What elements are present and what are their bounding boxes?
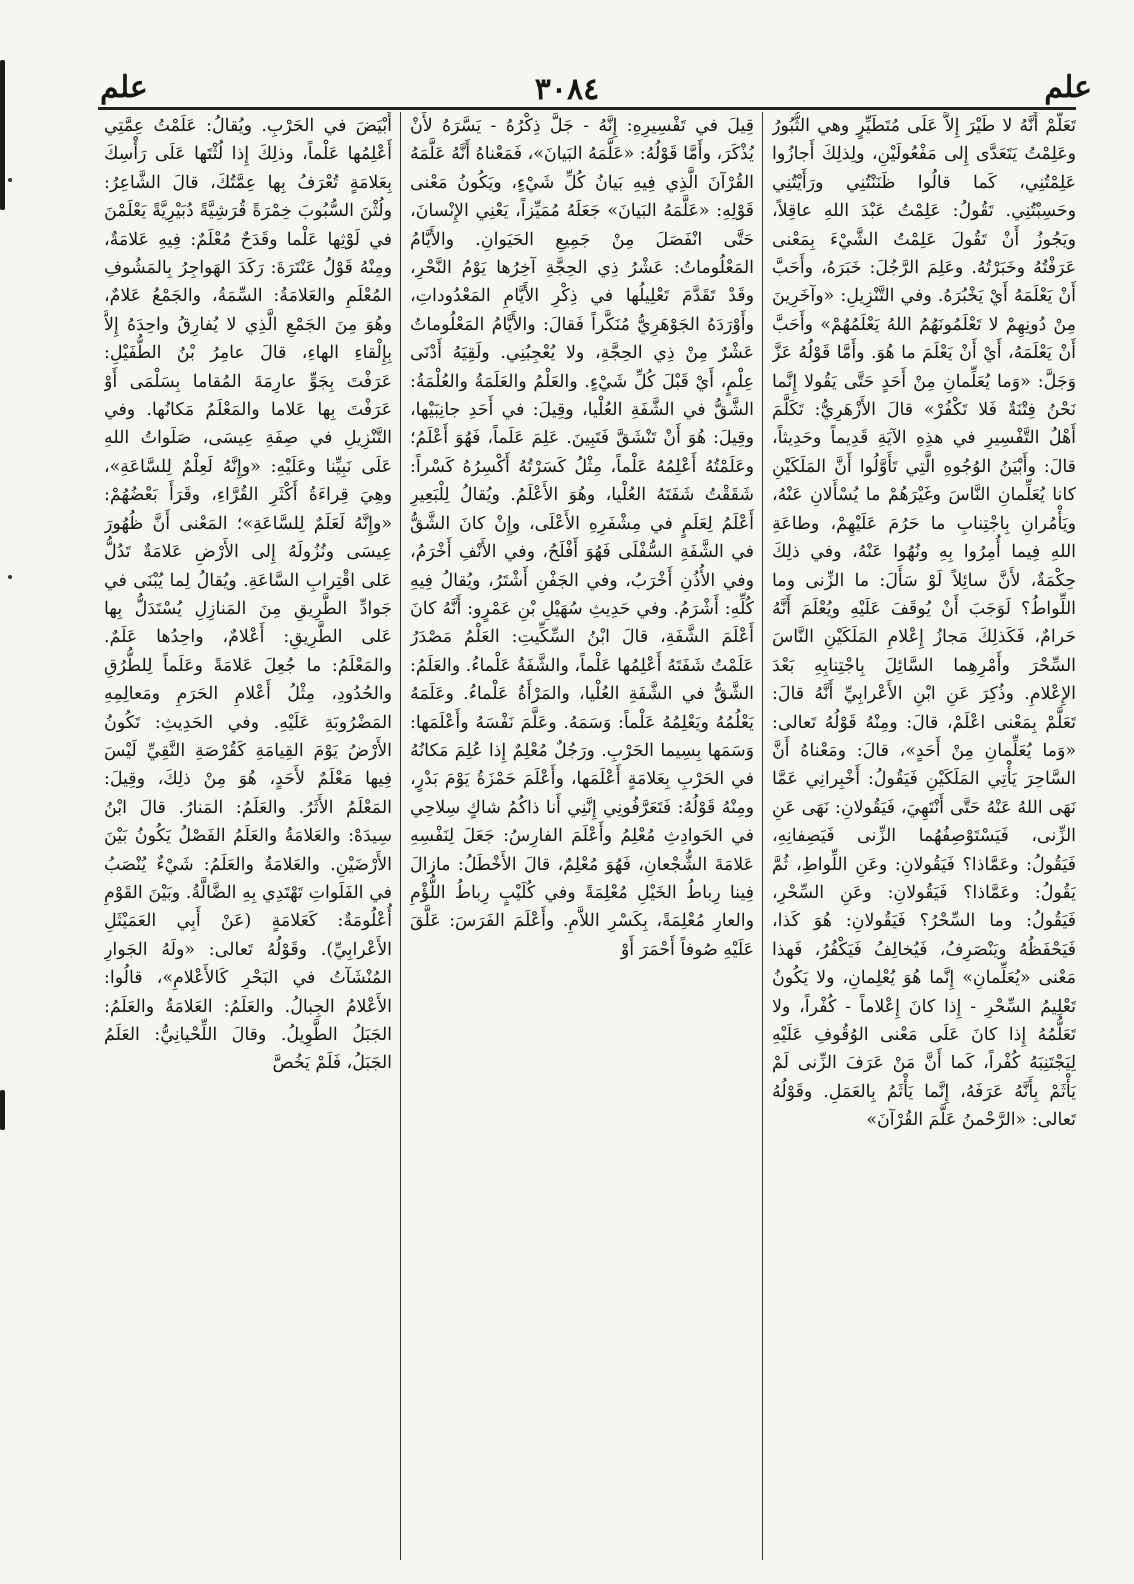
column-text: أَبْيَضَ في الحَرْبِ. ويُقالُ: عَلَمْتُ عِمَّتِي أَعْلِمُها عَلْماً، وذلِكَ إِذا لُثْتَها عَلَى رَأْسِكَ بِعَلامَةٍ تُعْرَفُ بِها عِمَّتُكَ، قالَ الشَّاعِرُ: ولُثْنَ السُّبُوبَ خِمْرَةً قُرَشِيَّةً دُبَيْرِيَّةً يَعْلَمْنَ في لَوْثِها عَلْما وقَدَحٌ مُعْلَمٌ: فِيهِ عَلامَةٌ، ومِنْهُ قَوْلُ عَنْتَرَةَ: رَكَدَ الهَواجِرُ بِالمَشُوفِ المُعْلَمِ والعَلامَةُ: السِّمَةُ، والجَمْعُ عَلامٌ، وهُوَ مِنَ الجَمْعِ الَّذِي لا يُفارِقُ واحِدَهُ إِلاَّ بِإِلْقاءِ الهاءِ، قالَ عامِرُ بْنُ الطُّفَيْلِ: عَرَفْتَ بِجَوٍّ عارِمَةَ المُقاما بِسَلْمَى أَوْ عَرَفْتَ بِها عَلاما والمَعْلَمُ مَكانُها. وفي التَّنْزِيلِ في صِفَةِ عِيسَى، صَلَواتُ اللهِ عَلَى نَبِيِّنا وعَلَيْهِ: «وإِنَّهُ لَعِلْمٌ لِلسَّاعَةِ»، وهِيَ قِراءَةُ أَكْثَرِ القُرَّاءِ، وقَرَأَ بَعْضُهُمْ: «وإِنَّهُ لَعَلَمٌ لِلسَّاعَةِ»؛ المَعْنى أَنَّ ظُهُورَ عِيسَى ونُزُولَهُ إِلى الأَرْضِ عَلامَةٌ تَدُلُّ عَلى اقْتِرابِ السَّاعَةِ. ويُقالُ لِما يُبْنَى في جَوادِّ الطَّرِيقِ مِنَ المَنازِلِ يُسْتَدَلُّ بِها عَلى الطَّرِيقِ: أَعْلامٌ، واحِدُها عَلَمٌ. والمَعْلَمُ: ما جُعِلَ عَلامَةً وعَلَماً لِلطُّرُقِ والحُدُودِ، مِثْلُ أَعْلامِ الحَرَمِ ومَعالِمِهِ المَضْرُوبَةِ عَلَيْهِ. وفي الحَدِيثِ: تَكُونُ الأَرْضُ يَوْمَ القِيامَةِ كَقُرْصَةِ النَّقِيِّ لَيْسَ فِيها مَعْلَمٌ لأَحَدٍ، هُوَ مِنْ ذلِكَ، وقِيلَ: المَعْلَمُ الأَثَرُ. والعَلَمُ: المَنارُ. قالَ ابْنُ سِيدَهْ: والعَلامَةُ والعَلَمُ الفَصْلُ يَكُونُ بَيْنَ الأَرْضَيْنِ. والعَلامَةُ والعَلَمُ: شَيْءٌ يُنْصَبُ في الفَلَواتِ تَهْتَدِي بِهِ الضَّالَّةُ. وبَيْنَ القَوْمِ أُعْلُومَةٌ: كَعَلامَةٍ (عَنْ أَبِي العَمَيْثَلِ الأَعْرابِيِّ). وقَوْلُهُ تَعالى: «ولَهُ الجَوارِ المُنْشَآتُ في البَحْرِ كَالأَعْلامِ»، قالُوا: الأَعْلامُ الجِبالُ. والعَلَمُ: العَلامَةُ والعَلَمُ: الجَبَلُ الطَّوِيلُ. وقالَ اللِّحْيانِيُّ: العَلَمُ الجَبَلُ، فَلَمْ يَخُصَّ bbox=[104, 116, 392, 1074]
text-column-left bbox=[104, 112, 392, 1560]
header-rule bbox=[98, 107, 1076, 110]
column-divider bbox=[762, 112, 763, 1560]
margin-dot bbox=[8, 178, 12, 182]
page-number: ٣٠٨٤ bbox=[534, 72, 600, 107]
binding-edge-mark bbox=[0, 1090, 5, 1130]
column-divider bbox=[400, 112, 401, 1560]
margin-dot bbox=[8, 575, 12, 579]
text-column-middle bbox=[410, 112, 754, 1560]
header-word-right: علم bbox=[1044, 70, 1092, 105]
column-text: قِيلَ في تَفْسِيرِهِ: إِنَّهُ - جَلَّ ذِكْرُهُ - يَسَّرَهُ لأَنْ يُذْكَرَ، وأَمَّا قَوْلُهُ: «عَلَّمَهُ البَيانَ»، فَمَعْناهُ أَنَّهُ عَلَّمَهُ القُرْآنَ الَّذِي فِيهِ بَيانُ كُلِّ شَيْءٍ، ويَكُونُ مَعْنى قَوْلِهِ: «عَلَّمَهُ البَيانَ» جَعَلَهُ مُمَيِّزاً، يَعْنِي الإِنْسانَ، حَتَّى انْفَصَلَ مِنْ جَمِيعِ الحَيَوانِ. والأَيَّامُ المَعْلُوماتُ: عَشْرُ ذِي الحِجَّةِ آخِرُها يَوْمُ النَّحْرِ، وقَدْ تَقَدَّمَ تَعْلِيلُها في ذِكْرِ الأَيَّامِ المَعْدُوداتِ، وأَوْرَدَهُ الجَوْهَرِيُّ مُنَكَّراً فَقالَ: والأَيَّامُ المَعْلُوماتُ عَشْرٌ مِنْ ذِي الحِجَّةِ، ولا يُعْجِبُنِي. ولَقِيَهُ أَدْنَى عِلْمٍ، أَيْ قَبْلَ كُلِّ شَيْءٍ. والعَلْمُ والعَلَمَةُ والعُلْمَةُ: الشَّقُّ في الشَّفَةِ العُلْيا، وقِيلَ: في أَحَدِ جانِبَيْها، وقِيلَ: هُوَ أَنْ تَنْشَقَّ فَتَبِينَ. عَلِمَ عَلَماً، فَهُوَ أَعْلَمُ؛ وعَلَمْتُهُ أَعْلِمُهُ عَلْماً، مِثْلُ كَسَرْتُهُ أَكْسِرُهُ كَسْراً: شَقَقْتُ شَفَتَهُ العُلْيا، وهُوَ الأَعْلَمُ. ويُقالُ لِلْبَعِيرِ أَعْلَمُ لِعَلَمٍ في مِشْفَرِهِ الأَعْلَى، وإِنْ كانَ الشَّقُّ في الشَّفَةِ السُّفْلَى فَهُوَ أَفْلَحُ، وفي الأَنْفِ أَخْرَمُ، وفي الأُذُنِ أَخْرَبُ، وفي الجَفْنِ أَشْتَرُ، ويُقالُ فِيهِ كُلِّهِ: أَشْرَمُ. وفي حَدِيثِ سُهَيْلِ بْنِ عَمْرٍو: أَنَّهُ كانَ أَعْلَمَ الشَّفَةِ، قالَ ابْنُ السِّكِّيتِ: العَلْمُ مَصْدَرُ عَلَمْتُ شَفَتَهُ أَعْلِمُها عَلْماً، والشَّفَةُ عَلْماءُ. والعَلَمُ: الشَّقُّ في الشَّفَةِ العُلْيا، والمَرْأَةُ عَلْماءُ. وعَلَمَهُ يَعْلُمُهُ ويَعْلِمُهُ عَلْماً: وَسَمَهُ. وعَلَّمَ نَفْسَهُ وأَعْلَمَها: وَسَمَها بِسِيما الحَرْبِ. ورَجُلٌ مُعْلِمٌ إِذا عُلِمَ مَكانُهُ في الحَرْبِ بِعَلامَةٍ أَعْلَمَها، وأَعْلَمَ حَمْزَةُ يَوْمَ بَدْرٍ، ومِنْهُ قَوْلُهُ: فَتَعَرَّفُونِي إِنَّنِي أَنا ذاكُمُ شاكٍ سِلاحِي في الحَوادِثِ مُعْلِمُ وأَعْلَمَ الفارِسُ: جَعَلَ لِنَفْسِهِ عَلامَةَ الشُّجْعانِ، فَهُوَ مُعْلِمٌ، قالَ الأَخْطَلُ: مازالَ فِينا رِباطُ الخَيْلِ مُعْلِمَةً وفي كُلَيْبٍ رِباطُ اللُّؤْمِ والعارِ مُعْلِمَةً، بِكَسْرِ اللاَّمِ. وأَعْلَمَ الفَرَسَ: عَلَّقَ عَلَيْهِ صُوفاً أَحْمَرَ أَوْ bbox=[410, 116, 754, 960]
header-word-left: علم bbox=[100, 70, 148, 105]
text-column-right bbox=[772, 112, 1076, 1560]
column-text: تَعَلَّمْ أَنَّهُ لا طَيْرَ إِلاَّ عَلَى مُتَطَيِّرٍ وهي الثُّبُورُ وعَلِمْتُ يَتَعَدَّى إِلى مَفْعُولَيْنِ، ولِذلِكَ أَجازُوا عَلِمْتُنِي، كَما قالُوا ظَنَنْتُنِي ورَأَيْتُنِي وحَسِبْتُنِي. تَقُولُ: عَلِمْتُ عَبْدَ اللهِ عاقِلاً، ويَجُوزُ أَنْ تَقُولَ عَلِمْتُ الشَّيْءَ بِمَعْنى عَرَفْتُهُ وخَبَرْتُهُ. وعَلِمَ الرَّجُلَ: خَبَرَهُ، وأَحَبَّ أَنْ يَعْلَمَهُ أَيْ يَخْبُرَهُ. وفي التَّنْزِيلِ: «وآخَرِينَ مِنْ دُونِهِمْ لا تَعْلَمُونَهُمُ اللهُ يَعْلَمُهُمْ» وأَحَبَّ أَنْ يَعْلَمَهُ، أَيْ أَنْ يَعْلَمَ ما هُوَ. وأَمَّا قَوْلُهُ عَزَّ وَجَلَّ: «وَما يُعَلِّمانِ مِنْ أَحَدٍ حَتَّى يَقُولا إِنَّما نَحْنُ فِتْنَةٌ فَلا تَكْفُرْ» قالَ الأَزْهَرِيُّ: تَكَلَّمَ أَهْلُ التَّفْسِيرِ في هذِهِ الآيَةِ قَدِيماً وحَدِيثاً، قالَ: وأَبْيَنُ الوُجُوهِ الَّتِي تَأَوَّلُوا أَنَّ المَلَكَيْنِ كانا يُعَلِّمانِ النَّاسَ وغَيْرَهُمْ ما يُسْأَلانِ عَنْهُ، ويَأْمُرانِ بِاجْتِنابِ ما حَرُمَ عَلَيْهِمْ، وطاعَةِ اللهِ فِيما أُمِرُوا بِهِ ونُهُوا عَنْهُ، وفي ذلِكَ حِكْمَةٌ، لأَنَّ سائِلاً لَوْ سَأَلَ: ما الزِّنى وما اللِّواطُ؟ لَوَجَبَ أَنْ يُوقَفَ عَلَيْهِ ويُعْلَمَ أَنَّهُ حَرامٌ، فَكَذلِكَ مَجازُ إِعْلامِ المَلَكَيْنِ النَّاسَ السِّحْرَ وأَمْرِهِما السَّائِلَ بِاجْتِنابِهِ بَعْدَ الإِعْلامِ. وذُكِرَ عَنِ ابْنِ الأَعْرابِيِّ أَنَّهُ قالَ: تَعَلَّمْ بِمَعْنى اعْلَمْ، قالَ: ومِنْهُ قَوْلُهُ تَعالى: «وَما يُعَلِّمانِ مِنْ أَحَدٍ»، قالَ: ومَعْناهُ أَنَّ السَّاحِرَ يَأْتِي المَلَكَيْنِ فَيَقُولُ: أَخْبِرانِي عَمَّا نَهَى اللهُ عَنْهُ حَتَّى أَنْتَهِيَ، فَيَقُولانِ: نَهَى عَنِ الزِّنى، فَيَسْتَوْصِفُهُما الزِّنى فَيَصِفانِهِ، فَيَقُولُ: وعَمَّاذا؟ فَيَقُولانِ: وعَنِ اللِّواطِ، ثُمَّ يَقُولُ: وعَمَّاذا؟ فَيَقُولانِ: وعَنِ السِّحْرِ، فَيَقُولُ: وما السِّحْرُ؟ فَيَقُولانِ: هُوَ كَذا، فَيَحْفَظُهُ ويَنْصَرِفُ، فَيُخالِفُ فَيَكْفُرُ، فَهذا مَعْنى «يُعَلِّمانِ» إِنَّما هُوَ يُعْلِمانِ، ولا يَكُونُ تَعْلِيمُ السِّحْرِ - إِذا كانَ إِعْلاماً - كُفْراً، ولا تَعَلُّمُهُ إِذا كانَ عَلَى مَعْنى الوُقُوفِ عَلَيْهِ لِيَجْتَنِبَهُ كُفْراً، كَما أَنَّ مَنْ عَرَفَ الزِّنى لَمْ يَأْثَمْ بِأَنَّهُ عَرَفَهُ، إِنَّما يَأْثَمُ بِالعَمَلِ. وقَوْلُهُ تَعالى: «الرَّحْمنُ عَلَّمَ القُرْآنَ» bbox=[772, 116, 1076, 1131]
